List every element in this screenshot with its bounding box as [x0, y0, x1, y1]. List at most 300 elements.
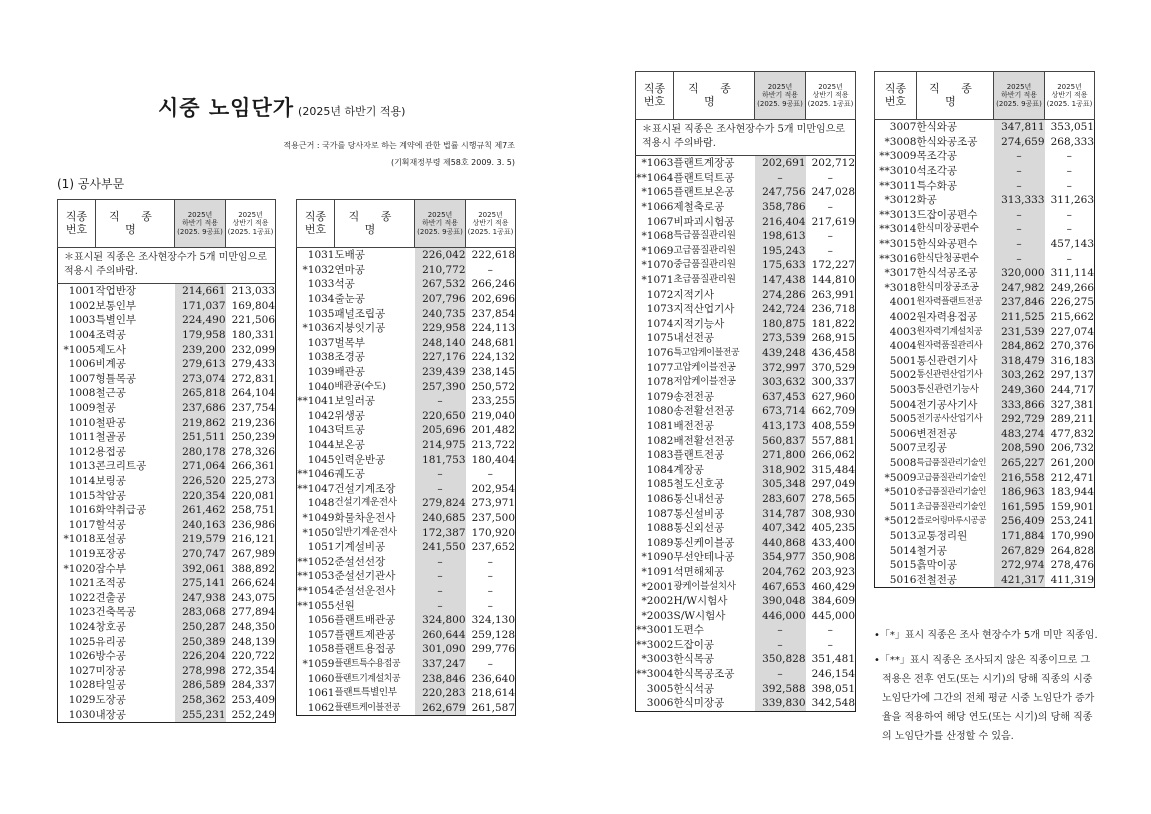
job-code: *1020 [63, 562, 96, 575]
job-code: 1010 [68, 416, 96, 429]
wage-previous: 247,028 [811, 186, 855, 199]
job-code: *1049 [302, 511, 335, 524]
wage-current: 483,274 [994, 426, 1045, 441]
header-previous-line: 2025년 [1057, 83, 1082, 92]
wage-previous: 237,652 [471, 541, 515, 554]
table-row [297, 438, 516, 453]
job-name: 플랜트계장공 [673, 157, 735, 170]
wage-previous: – [1066, 150, 1072, 163]
table-row [58, 445, 276, 460]
wage-current: 214,661 [175, 284, 226, 299]
job-code: 1034 [307, 293, 335, 306]
job-name: 코킹공 [916, 442, 947, 455]
job-code: *1071 [641, 274, 674, 287]
wage-previous: 278,565 [811, 492, 855, 505]
wage-current: 275,141 [175, 576, 226, 591]
job-name: 벌목부 [334, 336, 365, 349]
job-name: 건설기계운전사 [334, 497, 397, 509]
job-code: 1039 [307, 366, 335, 379]
wage-previous: 201,482 [471, 424, 515, 437]
header-job-name: 직 종 명 [335, 200, 415, 248]
job-name: 비계공 [95, 358, 126, 371]
wage-previous: 258,751 [231, 504, 275, 517]
job-code: 1001 [68, 285, 96, 298]
job-name: 플랜트특별인부 [334, 687, 397, 699]
wage-current: 250,389 [175, 634, 226, 649]
table-row [297, 248, 516, 263]
header-previous-line: 2025년 [238, 211, 263, 220]
wage-previous: 433,400 [811, 536, 855, 549]
table-row [636, 360, 856, 375]
header-previous-half [466, 200, 516, 248]
job-code: **1053 [297, 570, 335, 583]
job-name: 통신내선공 [673, 492, 725, 505]
job-name: 한식목공조공 [673, 668, 735, 681]
job-code: *5010 [884, 486, 917, 499]
table-row [636, 492, 856, 507]
job-name: 특급품질관리기술인 [916, 457, 986, 468]
job-code: 5015 [889, 559, 917, 572]
job-code: 1017 [68, 518, 96, 531]
job-name: 제도사 [95, 343, 126, 356]
wage-current: 314,787 [755, 506, 806, 521]
wage-previous: 289,211 [1050, 413, 1094, 426]
job-code: 1043 [307, 424, 335, 437]
wage-current: 274,286 [755, 287, 806, 302]
table-row [875, 572, 1095, 587]
header-current-line: (2025. 9공표) [757, 99, 803, 108]
wage-previous: 411,319 [1050, 573, 1094, 586]
job-name: 통신관련기사 [916, 354, 978, 367]
job-code: 1021 [68, 577, 96, 590]
wage-previous: 316,183 [1050, 354, 1094, 367]
job-code: 1056 [307, 614, 335, 627]
header-previous-line: 상반기 적용 [812, 91, 849, 100]
wage-previous: 370,529 [811, 361, 855, 374]
job-code: 1074 [646, 317, 674, 330]
table-row [636, 390, 856, 405]
job-code: **3014 [879, 223, 917, 236]
header-current-half [994, 72, 1045, 120]
table-row [875, 470, 1095, 485]
job-code: *5012 [884, 515, 917, 528]
wage-current: 279,824 [415, 496, 466, 511]
table-row [636, 214, 856, 229]
job-name: 타일공 [95, 679, 126, 692]
table-row [297, 554, 516, 569]
job-code: 5002 [889, 369, 917, 382]
table-row [58, 284, 276, 299]
wage-previous: 263,991 [811, 288, 855, 301]
job-code: 1008 [68, 387, 96, 400]
job-code: 1004 [68, 329, 96, 342]
job-code: 1025 [68, 635, 96, 648]
table-row [875, 135, 1095, 150]
wage-previous: 284,337 [231, 679, 275, 692]
table-row [58, 313, 276, 328]
wage-current: 270,747 [175, 547, 226, 562]
job-code: 1086 [646, 492, 674, 505]
table-row [875, 499, 1095, 514]
wage-previous: – [1066, 208, 1072, 221]
wage-previous: 213,033 [231, 285, 275, 298]
table-row [297, 642, 516, 657]
wage-table-4 [874, 71, 1095, 588]
job-code: 1042 [307, 409, 335, 422]
job-code: **3013 [879, 208, 917, 221]
job-name: 변전전공 [916, 427, 958, 440]
job-code: 1014 [68, 475, 96, 488]
job-name: 플랜트전공 [673, 449, 725, 462]
job-code: 1027 [68, 664, 96, 677]
job-code: 1003 [68, 314, 96, 327]
wage-previous: – [1066, 165, 1072, 178]
wage-current: 313,333 [994, 193, 1045, 208]
wage-current: 251,511 [175, 430, 226, 445]
job-code: *1063 [641, 157, 674, 170]
job-name: 줄눈공 [334, 293, 365, 306]
wage-previous: – [827, 201, 833, 214]
wage-previous: 220,081 [231, 489, 275, 502]
table-row [875, 237, 1095, 252]
header-current-line: 하반기 적용 [761, 91, 799, 100]
job-code: 1023 [68, 606, 96, 619]
job-code: 1083 [646, 449, 674, 462]
wage-previous: 297,049 [811, 478, 855, 491]
wage-previous: 405,235 [811, 522, 855, 535]
wage-previous: 266,062 [811, 449, 855, 462]
wage-current: – [994, 222, 1045, 237]
table-row [297, 584, 516, 599]
wage-current: 274,659 [994, 135, 1045, 150]
table-row [636, 302, 856, 317]
table-row [297, 671, 516, 686]
wage-current: – [415, 569, 466, 584]
wage-previous: 300,337 [811, 376, 855, 389]
job-name: 철공 [95, 402, 116, 415]
job-name: 한식미장공 [673, 697, 725, 710]
table-row [58, 299, 276, 314]
header-current-line: 하반기 적용 [181, 219, 219, 228]
job-name: 통신외선공 [673, 522, 725, 535]
caution-note: ＊표시된 직종은 조사현장수가 5개 미만임으로 적용시 주의바람. [58, 248, 276, 284]
job-name: 석면해체공 [673, 565, 725, 578]
wage-current: 231,539 [994, 324, 1045, 339]
wage-previous: 272,354 [231, 664, 275, 677]
table-row [875, 354, 1095, 369]
job-code: 1016 [68, 504, 96, 517]
wage-current: 265,227 [994, 456, 1045, 471]
wage-current: 175,633 [755, 258, 806, 273]
job-code: 1051 [307, 541, 335, 554]
job-code: 1030 [68, 708, 96, 721]
wage-previous: 353,051 [1050, 121, 1094, 134]
job-name: 초급품질관리원 [673, 274, 736, 286]
job-code: 1002 [68, 299, 96, 312]
table-row [297, 627, 516, 642]
wage-previous: 170,990 [1050, 529, 1094, 542]
job-code: 1022 [68, 591, 96, 604]
wage-previous: 315,484 [811, 463, 855, 476]
wage-current: 220,283 [415, 686, 466, 701]
wage-current: 413,173 [755, 419, 806, 434]
job-name: 고압케이블전공 [673, 361, 736, 373]
wage-current: 211,525 [994, 310, 1045, 325]
wage-current: 446,000 [755, 608, 806, 623]
job-code: 1028 [68, 679, 96, 692]
table-row [58, 678, 276, 693]
wage-previous: 248,139 [231, 635, 275, 648]
wage-previous: – [1066, 252, 1072, 265]
wage-previous: – [1066, 223, 1072, 236]
wage-previous: 342,548 [811, 697, 855, 710]
wage-previous: 172,227 [811, 259, 855, 272]
wage-previous: 206,732 [1050, 442, 1094, 455]
wage-current: – [994, 208, 1045, 223]
job-code: 1009 [68, 402, 96, 415]
wage-current: 354,977 [755, 550, 806, 565]
job-name: 전철전공 [916, 573, 958, 586]
job-code: **3016 [879, 252, 917, 265]
job-code: *3012 [884, 194, 917, 207]
table-row [636, 433, 856, 448]
wage-current: 637,453 [755, 390, 806, 405]
job-name: 연마공 [334, 263, 365, 276]
wage-previous: 250,239 [231, 431, 275, 444]
job-name: 미장공 [95, 664, 126, 677]
table-row [297, 409, 516, 424]
wage-previous: 268,915 [811, 332, 855, 345]
job-code: **1064 [636, 171, 674, 184]
wage-current: 161,595 [994, 499, 1045, 514]
wage-current: 171,037 [175, 299, 226, 314]
table-row [875, 383, 1095, 398]
table-row [297, 700, 516, 715]
job-code: 1031 [307, 249, 335, 262]
job-name: 철도신호공 [673, 478, 725, 491]
job-code: *1069 [641, 244, 674, 257]
legal-basis: 적용근거 : 국가를 당사자로 하는 계약에 관한 법률 시행규칙 제7조 [283, 141, 515, 150]
job-name: S/W시험사 [673, 609, 726, 622]
job-code: 1075 [646, 332, 674, 345]
job-name: 포설공 [95, 533, 126, 546]
job-code: 1077 [646, 361, 674, 374]
job-code: 1081 [646, 419, 674, 432]
job-code: **1046 [297, 468, 335, 481]
table-row [875, 558, 1095, 573]
table-row [875, 324, 1095, 339]
job-code: 4001 [889, 296, 917, 309]
job-name: 초급품질관리기술인 [916, 501, 986, 512]
wage-previous: 224,113 [471, 322, 515, 335]
wage-previous: 237,854 [471, 307, 515, 320]
wage-previous: 273,971 [471, 497, 515, 510]
job-code: 1072 [646, 288, 674, 301]
wage-previous: 264,828 [1050, 544, 1094, 557]
job-code: 1044 [307, 439, 335, 452]
table-row [58, 474, 276, 489]
job-code: 1007 [68, 372, 96, 385]
wage-previous: 299,776 [471, 643, 515, 656]
header-previous-half [1045, 72, 1095, 120]
wage-previous: 225,273 [231, 475, 275, 488]
wage-current: 267,829 [994, 543, 1045, 558]
table-row [58, 503, 276, 518]
job-name: 한식와공편수 [916, 238, 978, 251]
table-row [58, 342, 276, 357]
wage-current: 181,753 [415, 452, 466, 467]
job-name: 무선안테나공 [673, 551, 735, 564]
job-name: 건설기계조장 [334, 482, 396, 495]
wage-previous: 272,831 [231, 372, 275, 385]
job-name: 유리공 [95, 635, 126, 648]
table-row [297, 306, 516, 321]
wage-previous: 243,075 [231, 591, 275, 604]
table-row [875, 426, 1095, 441]
wage-previous: 662,709 [811, 405, 855, 418]
job-name: 보링공 [95, 475, 126, 488]
table-row [58, 328, 276, 343]
table-row [297, 657, 516, 672]
wage-previous: 236,640 [471, 672, 515, 685]
job-name: 한식목공 [673, 653, 715, 666]
job-code: *3003 [641, 653, 674, 666]
wage-previous: 324,130 [471, 614, 515, 627]
wage-current: 250,287 [175, 620, 226, 635]
table-row [875, 295, 1095, 310]
job-code: 1076 [646, 347, 674, 360]
job-code: 5016 [889, 573, 917, 586]
wage-current: – [415, 584, 466, 599]
wage-previous: 238,145 [471, 366, 515, 379]
wage-current: 219,579 [175, 532, 226, 547]
job-name: 방수공 [95, 650, 126, 663]
wage-current: 216,558 [994, 470, 1045, 485]
job-name: 기계설비공 [334, 541, 386, 554]
wage-previous: 268,333 [1050, 135, 1094, 148]
job-name: 고급품질관리원 [673, 244, 736, 256]
job-name: 도장공 [95, 693, 126, 706]
table-row [58, 590, 276, 605]
wage-current: 220,354 [175, 488, 226, 503]
job-name: 한식석공조공 [916, 267, 978, 280]
job-name: 저압케이블전공 [673, 376, 736, 388]
job-code: **3009 [879, 150, 917, 163]
wage-previous: 266,361 [231, 460, 275, 473]
wage-current: 208,590 [994, 441, 1045, 456]
job-name: 철근공 [95, 387, 126, 400]
wage-current: 249,360 [994, 383, 1045, 398]
table-row [58, 620, 276, 635]
header-job-code: 직종 번호 [297, 200, 335, 248]
job-name: 철거공 [916, 544, 947, 557]
header-current-line: 2025년 [187, 211, 213, 220]
wage-previous: 384,609 [811, 595, 855, 608]
table-row [636, 287, 856, 302]
table-row [58, 372, 276, 387]
job-name: 플로어링마루시공공 [916, 516, 986, 527]
wage-current: 210,772 [415, 263, 466, 278]
wage-current: 214,975 [415, 438, 466, 453]
job-code: 1024 [68, 620, 96, 633]
job-code: 1033 [307, 278, 335, 291]
table-row [58, 357, 276, 372]
wage-current: 390,048 [755, 594, 806, 609]
job-name: 플랜트배관공 [334, 614, 396, 627]
table-row [875, 120, 1095, 135]
job-name: 형틀목공 [95, 372, 137, 385]
wage-previous: 237,754 [231, 402, 275, 415]
header-job-name: 직 종 명 [96, 200, 175, 248]
table-row [875, 529, 1095, 544]
job-name: 한식와공 [916, 121, 958, 134]
job-code: *1065 [641, 186, 674, 199]
wage-current: 333,866 [994, 397, 1045, 412]
wage-previous: 233,255 [471, 395, 515, 408]
header-current-line: 2025년 [767, 83, 793, 92]
header-previous-line: (2025. 1공표) [807, 99, 854, 108]
job-code: 1037 [307, 336, 335, 349]
table-row [636, 185, 856, 200]
header-current-line: 하반기 적용 [421, 219, 459, 228]
table-row [875, 222, 1095, 237]
footnotes [874, 626, 1098, 752]
table-row [875, 514, 1095, 529]
job-name: 플랜트덕트공 [673, 171, 735, 184]
wage-current: 271,064 [175, 459, 226, 474]
wage-current: 273,074 [175, 372, 226, 387]
job-code: 5005 [889, 413, 917, 426]
job-name: 흙막이공 [916, 559, 958, 572]
wage-current: 278,998 [175, 663, 226, 678]
wage-current: 227,176 [415, 350, 466, 365]
header-previous-line: 상반기 적용 [1051, 91, 1088, 100]
job-name: 포장공 [95, 547, 126, 560]
header-job-code: 직종 번호 [875, 72, 917, 120]
header-previous-line: 2025년 [478, 211, 503, 220]
job-code: 5011 [889, 500, 917, 513]
job-code: 1038 [307, 351, 335, 364]
job-name: 할석공 [95, 518, 126, 531]
job-name: 궤도공 [334, 468, 365, 481]
header-current-half [175, 200, 226, 248]
footnote-double-star: •「**」표시 직종은 조사되지 않은 직종이므로 그 적용은 전후 연도(또는 시기)의 당해 직종의 시중 노임단가에 그간의 전체 평균 시중 노임단가 증가율을 적용하여 해당 연도(또는 시기)의 당해 직종의 노임단가를 산정할 수 있음. [874, 655, 1095, 742]
wage-previous: 278,326 [231, 445, 275, 458]
table-row [636, 535, 856, 550]
wage-current: 303,262 [994, 368, 1045, 383]
header-job-name: 직 종 명 [674, 72, 755, 120]
wage-previous: 220,722 [231, 650, 275, 663]
wage-table-1 [57, 199, 276, 723]
wage-previous: 202,954 [471, 482, 515, 495]
job-code: 5014 [889, 544, 917, 557]
wage-current: 180,875 [755, 317, 806, 332]
job-name: 고급품질관리기술인 [916, 472, 986, 483]
job-name: 보온공 [334, 439, 365, 452]
table-row [58, 576, 276, 591]
wage-current: 283,607 [755, 492, 806, 507]
wage-current: 241,550 [415, 540, 466, 555]
job-code: *1036 [302, 322, 335, 335]
job-name: 원자력용접공 [916, 311, 978, 324]
job-code: **3004 [636, 668, 674, 681]
wage-current: – [415, 482, 466, 497]
wage-current: – [415, 394, 466, 409]
wage-current: 216,404 [755, 214, 806, 229]
job-name: 한식미장공편수 [916, 223, 979, 235]
job-name: 건축목공 [95, 606, 137, 619]
wage-previous: – [487, 263, 493, 276]
